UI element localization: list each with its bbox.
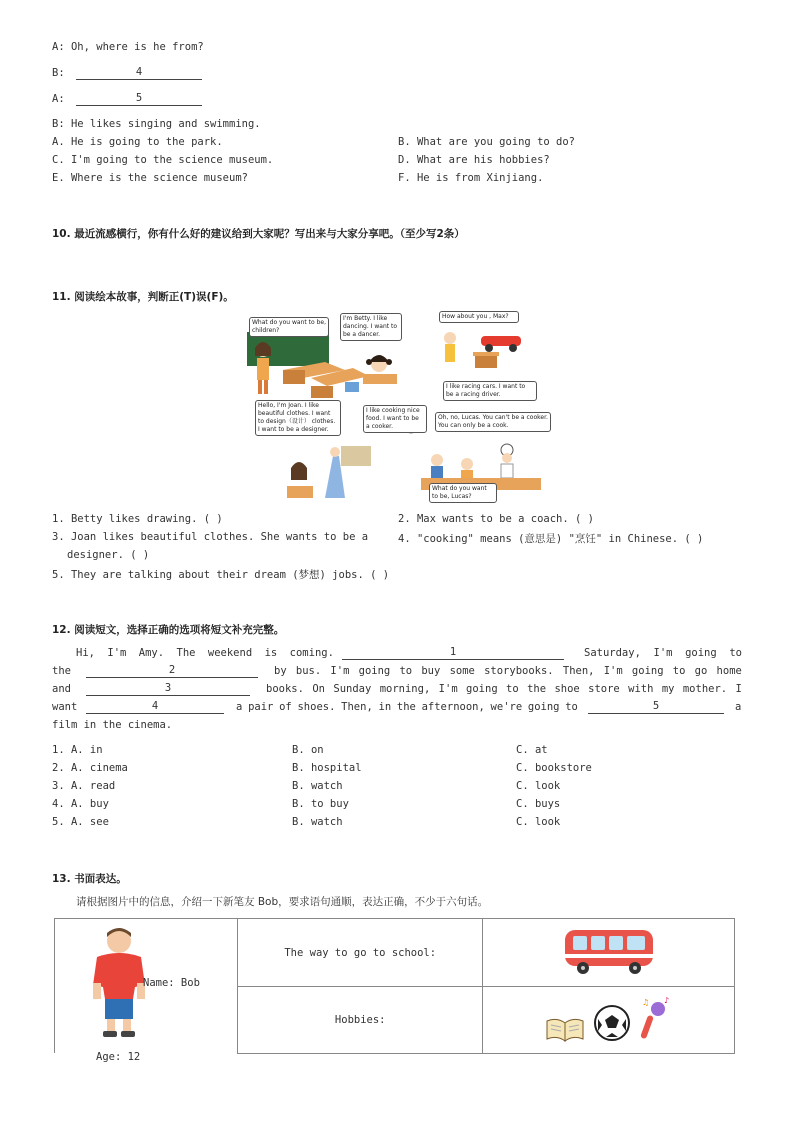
- bubble-max: I like racing cars. I want to be a racing driver.: [443, 381, 537, 401]
- passage-word: my: [661, 683, 675, 695]
- choice-2-c[interactable]: C. bookstore: [516, 762, 592, 774]
- bubble-reply: Oh, no, Lucas. You can't be a cooker. You can only be a cook.: [435, 412, 551, 432]
- passage-blank-5[interactable]: 5: [588, 700, 724, 714]
- q11-statement-5: 5. They are talking about their dream (梦想) jobs. ( ): [52, 569, 390, 581]
- dialogue-a-prefix: A:: [52, 93, 65, 105]
- bubble-max-question: How about you , Max?: [439, 311, 519, 323]
- passage-word: a: [236, 701, 243, 713]
- microphone-icon: [638, 995, 672, 1043]
- passage-line-2: [274, 665, 742, 677]
- passage-word: is: [264, 647, 278, 659]
- passage-word: to: [729, 647, 742, 659]
- choice-4-b[interactable]: B. to buy: [292, 798, 349, 810]
- passage-blank-3[interactable]: 3: [86, 682, 250, 696]
- passage-word: with: [628, 683, 654, 695]
- q11-statement-3a: 3. Joan likes beautiful clothes. She wants to be a: [52, 531, 369, 543]
- q12-title: 12. 阅读短文，选择正确的选项将短文补充完整。: [52, 624, 285, 636]
- passage-word: Hi,: [76, 647, 95, 659]
- choice-4-a[interactable]: 4. A. buy: [52, 798, 109, 810]
- passage-word: weekend: [207, 647, 253, 659]
- passage-word: going: [527, 701, 560, 713]
- passage-word: Then,: [341, 701, 373, 713]
- passage-word: coming.: [289, 647, 334, 659]
- passage-line-1-tail: [584, 647, 742, 659]
- passage-line-2-head: the: [52, 665, 71, 677]
- passage-word: the: [527, 683, 547, 695]
- passage-word: Sunday: [333, 683, 372, 695]
- passage-word: buy: [421, 665, 441, 677]
- bus-image-cell: [483, 919, 735, 987]
- bob-profile-cell: [54, 918, 237, 1053]
- dialogue-line-b2: B: He likes singing and swimming.: [52, 118, 261, 130]
- svg-text:♪: ♪: [664, 995, 670, 1005]
- passage-word: Amy.: [138, 647, 165, 659]
- passage-word: to: [672, 665, 686, 677]
- passage-word: store: [588, 683, 620, 695]
- passage-word: I: [735, 683, 742, 695]
- q11-title: 11. 阅读绘本故事，判断正(T)误(F)。: [52, 291, 234, 303]
- passage-word: to: [565, 701, 578, 713]
- answer-blank-5[interactable]: 5: [76, 92, 202, 106]
- dialogue-b-prefix: B:: [52, 67, 65, 79]
- passage-word: the: [396, 701, 416, 713]
- choice-5-c[interactable]: C. look: [516, 816, 561, 828]
- bubble-betty: I'm Betty. I like dancing. I want to be a dancer.: [340, 313, 402, 341]
- passage-line-4-head: want: [52, 701, 78, 713]
- football-icon: [592, 1003, 632, 1043]
- option-a: A. He is going to the park.: [52, 136, 223, 148]
- passage-word: storybooks.: [484, 665, 554, 677]
- q11-statement-1: 1. Betty likes drawing. ( ): [52, 513, 223, 525]
- bubble-lucas-question: What do you want to be, Lucas?: [429, 483, 497, 503]
- option-f: F. He is from Xinjiang.: [398, 172, 544, 184]
- passage-word: morning,: [379, 683, 431, 695]
- passage-word: going: [685, 647, 717, 659]
- passage-word: to: [399, 665, 413, 677]
- passage-word: I'm: [107, 647, 127, 659]
- q11-statement-3b: designer. ( ): [67, 549, 150, 561]
- q13-title: 13. 书面表达。: [52, 873, 127, 885]
- choice-3-b[interactable]: B. watch: [292, 780, 343, 792]
- passage-word: by: [274, 665, 287, 677]
- bob-name-label: Name: Bob: [143, 977, 200, 989]
- passage-word: going: [358, 665, 391, 677]
- passage-line-3-head: and: [52, 683, 71, 695]
- bob-info-table: [237, 918, 735, 1054]
- answer-blank-4[interactable]: 4: [76, 66, 202, 80]
- option-c: C. I'm going to the science museum.: [52, 154, 274, 166]
- option-d: D. What are his hobbies?: [398, 154, 550, 166]
- passage-word: I'm: [603, 665, 623, 677]
- passage-word: pair: [248, 701, 274, 713]
- passage-word: home: [716, 665, 742, 677]
- hobbies-label: Hobbies:: [238, 987, 483, 1054]
- passage-word: Saturday,: [584, 647, 641, 659]
- passage-line-4-tail: a: [735, 701, 742, 713]
- passage-word: we're: [490, 701, 523, 713]
- passage-word: going: [631, 665, 664, 677]
- choice-5-a[interactable]: 5. A. see: [52, 816, 109, 828]
- choice-5-b[interactable]: B. watch: [292, 816, 343, 828]
- choice-1-c[interactable]: C. at: [516, 744, 548, 756]
- comic-illustration: [245, 308, 555, 504]
- passage-word: Then,: [562, 665, 595, 677]
- passage-word: of: [279, 701, 292, 713]
- bubble-teacher: What do you want to be, children?: [249, 317, 329, 337]
- book-icon: [545, 1013, 585, 1043]
- passage-line-3: [266, 683, 742, 695]
- choice-2-b[interactable]: B. hospital: [292, 762, 362, 774]
- q11-statement-2: 2. Max wants to be a coach. ( ): [398, 513, 594, 525]
- passage-blank-2[interactable]: 2: [86, 664, 258, 678]
- option-b: B. What are you going to do?: [398, 136, 576, 148]
- choice-3-c[interactable]: C. look: [516, 780, 561, 792]
- passage-word: afternoon,: [421, 701, 485, 713]
- bubble-lucas: I like cooking nice food. I want to be a cooker.: [363, 405, 427, 433]
- passage-line-1: [76, 647, 334, 659]
- choice-4-c[interactable]: C. buys: [516, 798, 561, 810]
- passage-line-5: film in the cinema.: [52, 719, 173, 731]
- bob-age-label: Age: 12: [96, 1051, 141, 1063]
- q11-statement-4: 4. "cooking" means (意思是) "烹饪" in Chinese. ( ): [398, 533, 704, 545]
- choice-3-a[interactable]: 3. A. read: [52, 780, 116, 792]
- passage-word: mother.: [682, 683, 728, 695]
- passage-word: The: [176, 647, 196, 659]
- option-e: E. Where is the science museum?: [52, 172, 248, 184]
- bubble-joan: Hello, I'm Joan. I like beautiful clothes. I want to design（设计） clothes. I want to be a designer.: [255, 400, 341, 436]
- passage-word: in: [378, 701, 392, 713]
- passage-word: I'm: [330, 665, 350, 677]
- passage-line-4: [236, 701, 578, 713]
- passage-word: books.: [266, 683, 304, 695]
- passage-word: I'm: [653, 647, 673, 659]
- choice-2-a[interactable]: 2. A. cinema: [52, 762, 128, 774]
- dialogue-line-a1: A: Oh, where is he from?: [52, 41, 204, 53]
- passage-word: to: [506, 683, 519, 695]
- passage-word: some: [449, 665, 475, 677]
- bus-icon: [561, 924, 657, 978]
- q13-instruction: 请根据图片中的信息，介绍一下新笔友 Bob，要求语句通顺，表达正确，不少于六句话。: [76, 896, 489, 908]
- passage-word: shoe: [554, 683, 580, 695]
- passage-blank-1[interactable]: 1: [342, 646, 564, 660]
- choice-1-b[interactable]: B. on: [292, 744, 324, 756]
- passage-word: go: [694, 665, 708, 677]
- choice-1-a[interactable]: 1. A. in: [52, 744, 103, 756]
- passage-word: bus.: [295, 665, 322, 677]
- passage-word: shoes.: [297, 701, 336, 713]
- hobbies-images-cell: [483, 987, 735, 1054]
- passage-word: I'm: [438, 683, 458, 695]
- passage-word: On: [312, 683, 325, 695]
- passage-word: going: [466, 683, 498, 695]
- svg-text:♫: ♫: [642, 997, 650, 1007]
- way-to-school-label: The way to go to school:: [238, 919, 483, 987]
- passage-blank-4[interactable]: 4: [86, 700, 224, 714]
- q10-title: 10. 最近流感横行，你有什么好的建议给到大家呢？写出来与大家分享吧。（至少写2条）: [52, 228, 465, 240]
